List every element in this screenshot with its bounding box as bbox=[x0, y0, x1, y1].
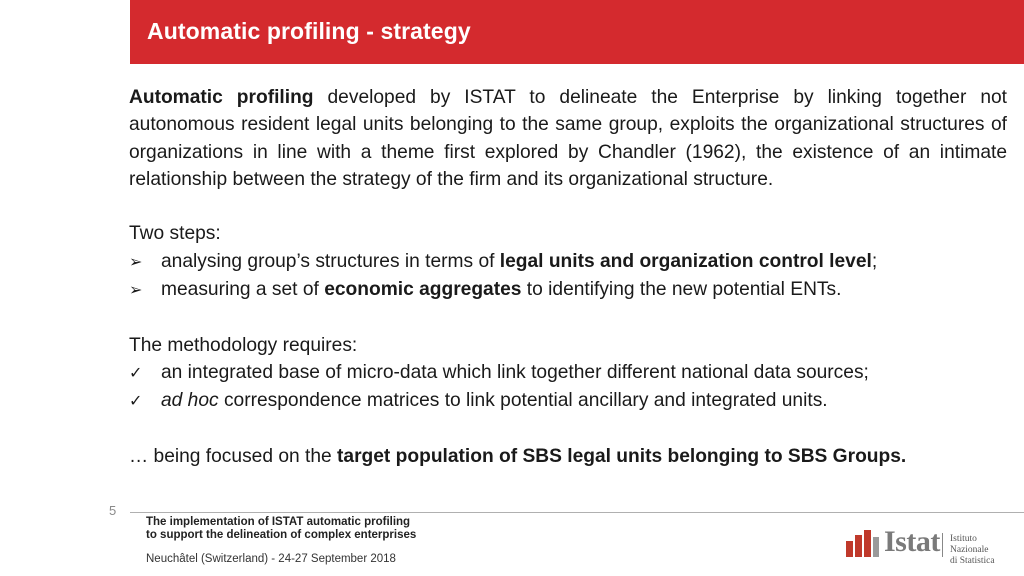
slide-body bbox=[129, 84, 1007, 470]
checkmark-icon: ✓ bbox=[129, 393, 143, 411]
intro-paragraph bbox=[129, 84, 1007, 193]
closing-statement: … being focused on the target population of SBS legal units belonging to SBS Groups. bbox=[129, 445, 907, 467]
logo-wordmark: Istat bbox=[884, 525, 940, 558]
list-item: ✓ ad hoc correspondence matrices to link potential ancillary and integrated units. bbox=[129, 387, 1007, 415]
list-item: ✓ an integrated base of micro-data which link together different national data sources; bbox=[129, 359, 1007, 387]
checkmark-icon: ✓ bbox=[129, 364, 143, 382]
intro-text: developed by ISTAT to delineate the Enterprise by linking together not autonomous resident legal units belonging to the same group, exploits the organizational structures of organizations in line with a theme first explored by Chandler (1962), the existence of an intimate relationship between the strategy of the firm and its organizational structure. bbox=[129, 87, 1008, 190]
istat-logo bbox=[846, 525, 1006, 566]
footer-divider bbox=[130, 512, 1024, 513]
footer-title: The implementation of ISTAT automatic profiling to support the delineation of complex enterprises bbox=[146, 516, 417, 541]
slide-title: Automatic profiling - strategy bbox=[147, 18, 471, 44]
logo-divider bbox=[942, 533, 943, 557]
list-item: ➢ analysing group’s structures in terms of legal units and organization control level; bbox=[129, 248, 1007, 276]
steps-heading: Two steps: bbox=[129, 223, 221, 245]
footer-event: Neuchâtel (Switzerland) - 24-27 September 2018 bbox=[146, 553, 396, 565]
list-item: ➢ measuring a set of economic aggregates to identifying the new potential ENTs. bbox=[129, 276, 1007, 304]
title-bar bbox=[130, 0, 1024, 64]
istat-logo-icon bbox=[846, 529, 882, 559]
intro-lead: Automatic profiling bbox=[129, 87, 314, 108]
arrow-bullet-icon: ➢ bbox=[129, 253, 143, 271]
methodology-heading: The methodology requires: bbox=[129, 334, 358, 356]
arrow-bullet-icon: ➢ bbox=[129, 282, 143, 300]
page-number: 5 bbox=[109, 503, 117, 518]
institute-name: Istituto Nazionale di Statistica bbox=[950, 534, 995, 566]
